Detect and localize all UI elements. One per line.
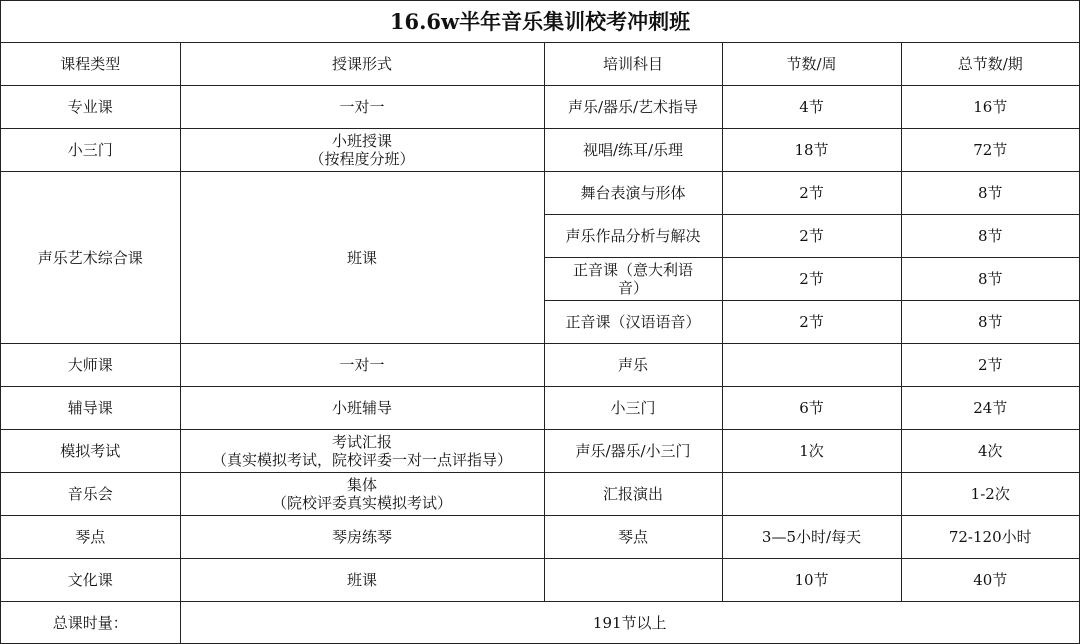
cell-format: 集体 （院校评委真实模拟考试） bbox=[180, 473, 544, 516]
cell-weekly: 3—5小时/每天 bbox=[722, 516, 901, 559]
cell-format: 班课 bbox=[180, 559, 544, 602]
cell-format: 班课 bbox=[180, 172, 544, 344]
header-format: 授课形式 bbox=[180, 43, 544, 86]
table-row bbox=[1, 516, 1079, 559]
cell-total: 4次 bbox=[901, 430, 1079, 473]
cell-format: 小班辅导 bbox=[180, 387, 544, 430]
cell-subject: 声乐/器乐/艺术指导 bbox=[544, 86, 722, 129]
cell-type: 模拟考试 bbox=[1, 430, 180, 473]
cell-weekly: 2节 bbox=[722, 215, 901, 258]
cell-type: 大师课 bbox=[1, 344, 180, 387]
cell-subject: 舞台表演与形体 bbox=[544, 172, 722, 215]
cell-total: 2节 bbox=[901, 344, 1079, 387]
cell-weekly: 4节 bbox=[722, 86, 901, 129]
cell-total: 8节 bbox=[901, 301, 1079, 344]
summary-row bbox=[1, 602, 1079, 644]
cell-format: 考试汇报 （真实模拟考试，院校评委一对一点评指导） bbox=[180, 430, 544, 473]
cell-total: 8节 bbox=[901, 258, 1079, 301]
cell-weekly bbox=[722, 473, 901, 516]
cell-weekly: 6节 bbox=[722, 387, 901, 430]
table-row bbox=[1, 172, 1079, 215]
cell-total: 72-120小时 bbox=[901, 516, 1079, 559]
cell-format: 一对一 bbox=[180, 344, 544, 387]
cell-format: 琴房练琴 bbox=[180, 516, 544, 559]
cell-subject: 小三门 bbox=[544, 387, 722, 430]
cell-type: 小三门 bbox=[1, 129, 180, 172]
cell-weekly: 2节 bbox=[722, 172, 901, 215]
table-row bbox=[1, 430, 1079, 473]
table-row bbox=[1, 473, 1079, 516]
cell-weekly bbox=[722, 344, 901, 387]
table-row bbox=[1, 387, 1079, 430]
cell-type: 琴点 bbox=[1, 516, 180, 559]
cell-weekly: 2节 bbox=[722, 258, 901, 301]
header-total: 总节数/期 bbox=[901, 43, 1079, 86]
cell-type: 文化课 bbox=[1, 559, 180, 602]
cell-subject: 视唱/练耳/乐理 bbox=[544, 129, 722, 172]
cell-type: 辅导课 bbox=[1, 387, 180, 430]
cell-format: 小班授课 （按程度分班） bbox=[180, 129, 544, 172]
cell-subject: 琴点 bbox=[544, 516, 722, 559]
cell-total: 8节 bbox=[901, 215, 1079, 258]
cell-total: 24节 bbox=[901, 387, 1079, 430]
cell-total: 16节 bbox=[901, 86, 1079, 129]
cell-weekly: 1次 bbox=[722, 430, 901, 473]
summary-label: 总课时量： bbox=[1, 602, 180, 644]
cell-total: 40节 bbox=[901, 559, 1079, 602]
document-title: 16.6w半年音乐集训校考冲刺班 bbox=[1, 1, 1079, 43]
header-course-type: 课程类型 bbox=[1, 43, 180, 86]
cell-weekly: 18节 bbox=[722, 129, 901, 172]
table-row bbox=[1, 86, 1079, 129]
cell-subject: 正音课（汉语语音） bbox=[544, 301, 722, 344]
cell-format: 一对一 bbox=[180, 86, 544, 129]
table-row bbox=[1, 559, 1079, 602]
course-table bbox=[1, 43, 1079, 643]
cell-subject: 正音课（意大利语 音） bbox=[544, 258, 722, 301]
header-weekly: 节数/周 bbox=[722, 43, 901, 86]
cell-total: 1-2次 bbox=[901, 473, 1079, 516]
cell-subject: 声乐作品分析与解决 bbox=[544, 215, 722, 258]
cell-weekly: 10节 bbox=[722, 559, 901, 602]
cell-type: 声乐艺术综合课 bbox=[1, 172, 180, 344]
cell-type: 专业课 bbox=[1, 86, 180, 129]
header-subject: 培训科目 bbox=[544, 43, 722, 86]
cell-type: 音乐会 bbox=[1, 473, 180, 516]
cell-subject: 声乐/器乐/小三门 bbox=[544, 430, 722, 473]
cell-weekly: 2节 bbox=[722, 301, 901, 344]
table-header-row bbox=[1, 43, 1079, 86]
cell-total: 72节 bbox=[901, 129, 1079, 172]
cell-total: 8节 bbox=[901, 172, 1079, 215]
summary-value: 191节以上 bbox=[180, 602, 1079, 644]
cell-subject bbox=[544, 559, 722, 602]
cell-subject: 声乐 bbox=[544, 344, 722, 387]
table-row bbox=[1, 344, 1079, 387]
cell-subject: 汇报演出 bbox=[544, 473, 722, 516]
table-row bbox=[1, 129, 1079, 172]
